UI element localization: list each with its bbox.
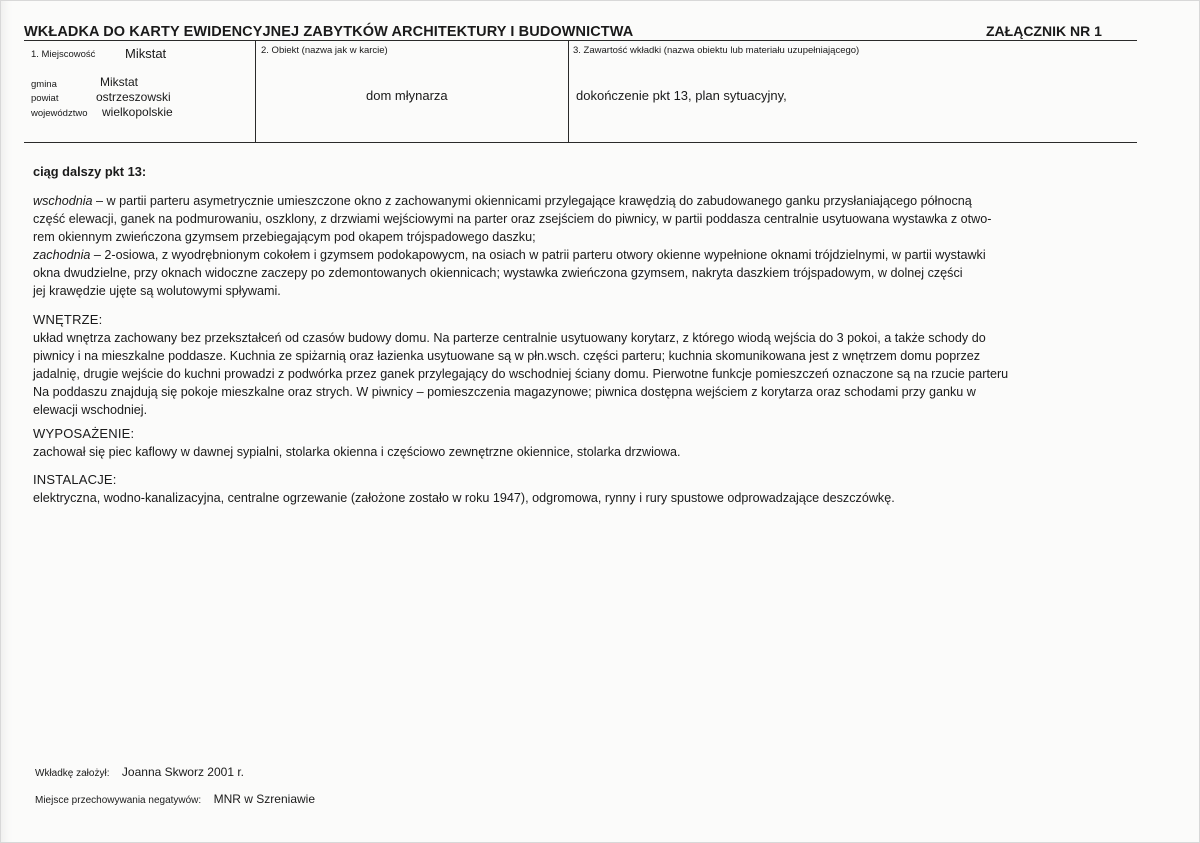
east-facade-line-2: część elewacji, ganek na podmurowaniu, oszklony, z drzwiami wejściowymi na parter oraz zsejściem do piwnicy, w partii poddasza centralnie usytuowana wystawka z otwo- bbox=[33, 212, 992, 226]
object-label: 2. Obiekt (nazwa jak w karcie) bbox=[261, 45, 388, 56]
west-facade-line-1: zachodnia – 2-osiowa, z wyodrębnionym cokołem i gzymsem podokapowycm, na osiach w patrii parteru otwory okienne wypełnione oknami trójdzielnymi, w partii wystawki bbox=[33, 248, 986, 262]
interior-line-1: układ wnętrza zachowany bez przekształceń od czasów budowy domu. Na parterze centralnie usytuowany korytarz, z którego wiodą wejścia do 3 pokoi, a także schody do bbox=[33, 331, 986, 345]
equipment-title: WYPOSAŻENIE: bbox=[33, 426, 135, 441]
gmina-label: gmina bbox=[31, 79, 57, 90]
east-facade-label: wschodnia bbox=[33, 194, 93, 208]
author-label: Wkładkę założył: bbox=[35, 768, 110, 779]
wojewodztwo-label: województwo bbox=[31, 108, 88, 119]
interior-title: WNĘTRZE: bbox=[33, 312, 103, 327]
annex-label: ZAŁĄCZNIK NR 1 bbox=[986, 23, 1102, 39]
gmina-value: Mikstat bbox=[100, 75, 139, 89]
installations-text: elektryczna, wodno-kanalizacyjna, centralne ogrzewanie (założone zostało w roku 1947), odgromowa, rynny i rury spustowe odprowadzające deszczówkę. bbox=[33, 491, 895, 505]
continuation-heading: ciąg dalszy pkt 13: bbox=[33, 164, 147, 179]
east-facade-line-3: rem okiennym zwieńczona gzymsem przebiegającym pod okapem trójspadowego daszku; bbox=[33, 230, 536, 244]
west-facade-label: zachodnia bbox=[33, 248, 91, 262]
west-facade-line-3: jej krawędzie ujęte są wolutowymi spływami. bbox=[33, 284, 281, 298]
powiat-label: powiat bbox=[31, 93, 59, 104]
document-title: WKŁADKA DO KARTY EWIDENCYJNEJ ZABYTKÓW ARCHITEKTURY I BUDOWNICTWA bbox=[24, 24, 634, 40]
powiat-value: ostrzeszowski bbox=[96, 90, 171, 104]
negatives-line bbox=[35, 790, 315, 808]
insert-contents-label: 3. Zawartość wkładki (nazwa obiektu lub materiału uzupełniającego) bbox=[573, 45, 860, 56]
negatives-value: MNR w Szreniawie bbox=[213, 792, 315, 806]
form-bottom-rule bbox=[24, 142, 1137, 143]
column-divider-1 bbox=[255, 41, 256, 143]
installations-title: INSTALACJE: bbox=[33, 472, 117, 487]
author-value: Joanna Skworz 2001 r. bbox=[121, 765, 244, 779]
equipment-section bbox=[33, 425, 1143, 461]
insert-contents-value: dokończenie pkt 13, plan sytuacyjny, bbox=[576, 88, 787, 103]
interior-line-5: elewacji wschodniej. bbox=[33, 403, 148, 417]
header-rule bbox=[24, 40, 1137, 41]
object-value: dom młynarza bbox=[366, 88, 448, 103]
locality-value: Mikstat bbox=[125, 46, 167, 61]
locality-label: 1. Miejscowość bbox=[31, 49, 96, 60]
interior-line-4: Na poddaszu znajdują się pokoje mieszkalne oraz strych. W piwnicy – pomieszczenia magazynowe; piwnica dostępna wejściem z korytarza oraz schodami przy ganku w bbox=[33, 385, 976, 399]
continuation-section bbox=[33, 163, 1143, 181]
interior-section bbox=[33, 311, 1143, 419]
east-facade-line-1: wschodnia – w partii parteru asymetrycznie umieszczone okno z zachowanymi okiennicami przylegające krawędzią do zabudowanego ganku przysłaniającego północną bbox=[33, 194, 972, 208]
negatives-label: Miejsce przechowywania negatywów: bbox=[35, 795, 202, 806]
east-facade-paragraph bbox=[33, 192, 1143, 300]
installations-section bbox=[33, 471, 1143, 507]
column-divider-2 bbox=[568, 41, 569, 143]
author-line bbox=[35, 763, 244, 781]
wojewodztwo-value: wielkopolskie bbox=[102, 105, 173, 119]
interior-line-2: piwnicy i na mieszkalne poddasze. Kuchnia ze spiżarnią oraz łazienka usytuowane są w płn.wsch. części parteru; kuchnia skomunikowana jest z wnętrzem domu poprzez bbox=[33, 349, 981, 363]
equipment-text: zachował się piec kaflowy w dawnej sypialni, stolarka okienna i częściowo zewnętrzne okiennice, stolarka drzwiowa. bbox=[33, 445, 681, 459]
interior-line-3: jadalnię, drugie wejście do kuchni prowadzi z podwórka przez ganek przylegający do wschodniej ściany domu. Pierwotne funkcje pomieszczeń oznaczone są na rzucie parteru bbox=[33, 367, 1009, 381]
west-facade-line-2: okna dwudzielne, przy oknach widoczne zaczepy po zdemontowanych okiennicach; wystawka zwieńczona gzymsem, nakryta daszkiem trójspadowym, w dolnej części bbox=[33, 266, 963, 280]
